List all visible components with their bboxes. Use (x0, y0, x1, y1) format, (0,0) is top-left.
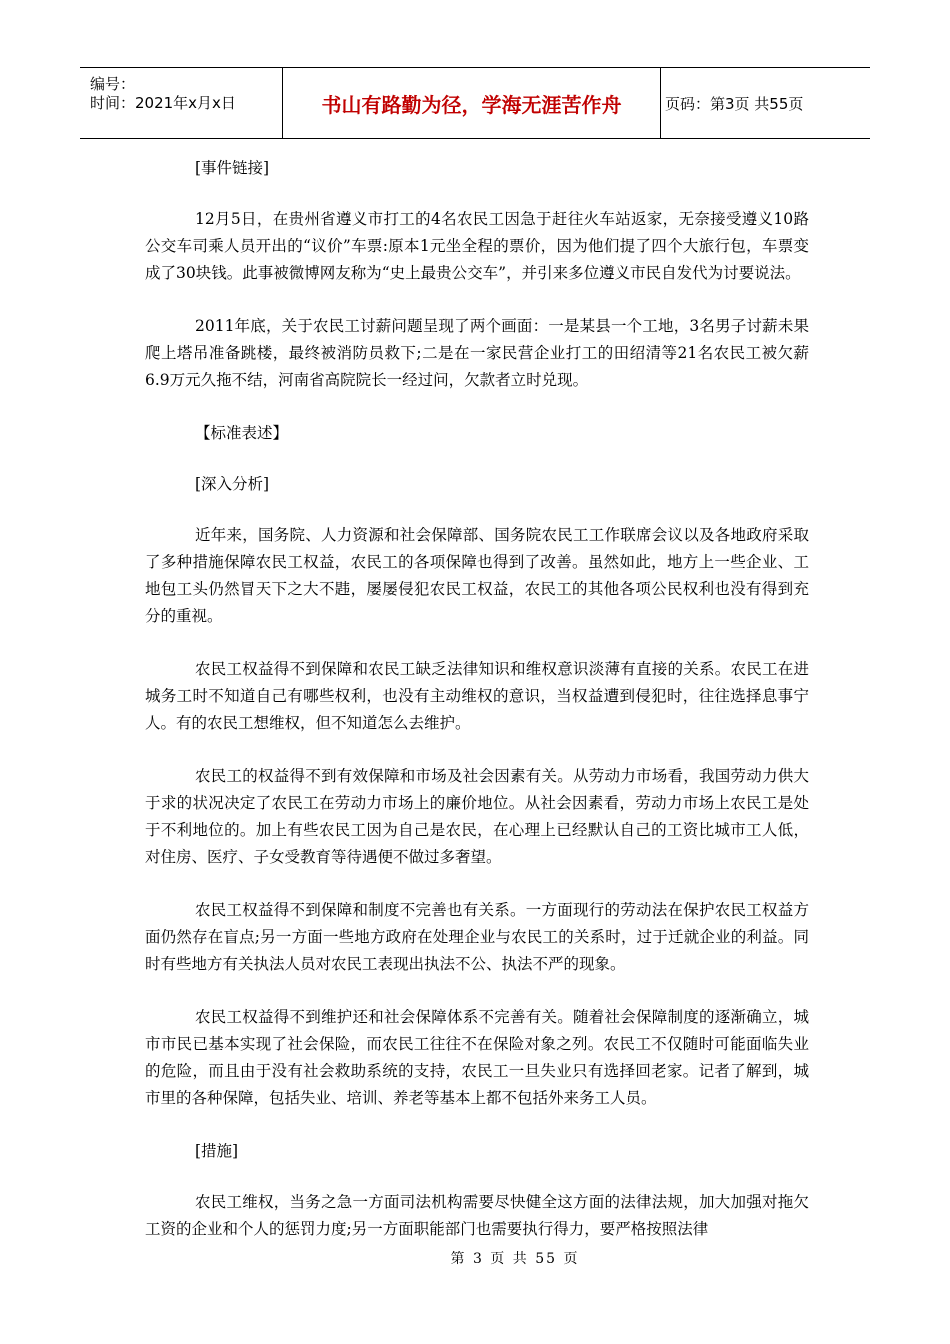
section-heading: 【标准表述】 (195, 424, 289, 442)
body-paragraph: 农民工的权益得不到有效保障和市场及社会因素有关。从劳动力市场看，我国劳动力供大于求的状况决定了农民工在劳动力市场上的廉价地位。从社会因素看，劳动力市场上农民工是处于不利地位的。加上有些农民工因为自己是农民，在心理上已经默认自己的工资比城市工人低，对住房、医疗、子女受教育等待遇便不做过多奢望。 (145, 767, 809, 866)
body-paragraph: 2011年底，关于农民工讨薪问题呈现了两个画面：一是某县一个工地，3名男子讨薪未果爬上塔吊准备跳楼，最终被消防员救下;二是在一家民营企业打工的田绍清等21名农民工被欠薪6.9万元久拖不结，河南省高院院长一经过问，欠款者立时兑现。 (145, 317, 809, 389)
header-motto-cell (282, 68, 661, 138)
body-paragraph: 农民工权益得不到维护还和社会保障体系不完善有关。随着社会保障制度的逐渐确立，城市市民已基本实现了社会保险，而农民工往往不在保险对象之列。农民工不仅随时可能面临失业的危险，而且由于没有社会救助系统的支持，农民工一旦失业只有选择回老家。记者了解到，城市里的各种保障，包括失业、培训、养老等基本上都不包括外来务工人员。 (145, 1008, 809, 1107)
body-paragraph: 近年来，国务院、人力资源和社会保障部、国务院农民工工作联席会议以及各地政府采取了多种措施保障农民工权益，农民工的各项保障也得到了改善。虽然如此，地方上一些企业、工地包工头仍然冒天下之大不韪，屡屡侵犯农民工权益，农民工的其他各项公民权利也没有得到充分的重视。 (145, 526, 809, 625)
body-paragraph: 12月5日，在贵州省遵义市打工的4名农民工因急于赶往火车站返家，无奈接受遵义10路公交车司乘人员开出的“议价”车票:原本1元坐全程的票价，因为他们提了四个大旅行包，车票变成了30块钱。此事被微博网友称为“史上最贵公交车”，并引来多位遵义市民自发代为讨要说法。 (145, 210, 809, 282)
body-paragraph: 农民工维权，当务之急一方面司法机构需要尽快健全这方面的法律法规，加大加强对拖欠工资的企业和个人的惩罚力度;另一方面职能部门也需要执行得力，要严格按照法律 (145, 1193, 809, 1238)
header-page-info: 页码：第3页 共55页 (665, 94, 804, 113)
document-number-label: 编号： (90, 75, 136, 93)
body-paragraph: 农民工权益得不到保障和制度不完善也有关系。一方面现行的劳动法在保护农民工权益方面仍然存在盲点;另一方面一些地方政府在处理企业与农民工的关系时，过于迁就企业的利益。同时有些地方有关执法人员对农民工表现出执法不公、执法不严的现象。 (145, 901, 809, 973)
section-heading: [深入分析] (195, 475, 270, 493)
document-body (145, 155, 809, 1269)
section-heading: [措施] (195, 1142, 239, 1160)
body-paragraph: 农民工权益得不到保障和农民工缺乏法律知识和维权意识淡薄有直接的关系。农民工在进城务工时不知道自己有哪些权利，也没有主动维权的意识，当权益遭到侵犯时，往往选择息事宁人。有的农民工想维权，但不知道怎么去维护。 (145, 660, 809, 732)
section-heading: [事件链接] (195, 159, 270, 177)
header-motto: 书山有路勤为径，学海无涯苦作舟 (321, 92, 622, 117)
document-time-label: 时间：2021年x月x日 (90, 94, 236, 112)
page-header (80, 67, 870, 139)
header-info-cell (80, 68, 281, 138)
page-footer: 第 3 页 共 55 页 (450, 1251, 580, 1267)
header-page-cell (660, 68, 875, 138)
